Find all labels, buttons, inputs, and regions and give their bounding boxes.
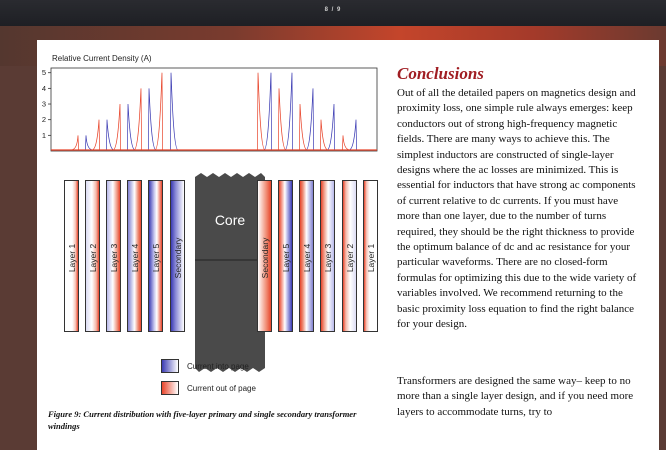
y-tick-label: 4	[41, 83, 46, 93]
legend-out-label: Current out of page	[187, 384, 256, 393]
legend-swatch-out	[161, 381, 179, 395]
chart-frame	[51, 68, 377, 151]
right-winding-6-label-text: Layer 1	[365, 243, 376, 273]
y-tick-label: 1	[41, 130, 46, 140]
left-winding-3-label-text: Layer 3	[108, 243, 119, 273]
core-label: Core	[214, 212, 246, 228]
y-tick-label: 2	[41, 115, 46, 125]
legend-into-label: Current into page	[187, 362, 249, 371]
page-indicator: 8 / 9	[324, 7, 342, 13]
section-heading: Conclusions	[397, 64, 484, 83]
left-winding-6-label-text: Secondary	[172, 237, 183, 279]
viewer-toolbar	[0, 0, 666, 26]
figure-caption: Figure 9: Current distribution with five-layer primary and single secondary transformer windings	[48, 409, 357, 431]
right-winding-5-label-text: Layer 2	[344, 243, 355, 273]
legend-swatch-into	[161, 359, 179, 373]
left-winding-4-label-text: Layer 4	[129, 243, 140, 273]
paragraph: Transformers are designed the same way– keep to no more than a single layer design, and if you need more layers to accommodate turns, try to	[397, 375, 634, 418]
y-tick-label: 3	[41, 99, 46, 109]
left-winding-2-label-text: Layer 2	[87, 243, 98, 273]
left-winding-5-label-text: Layer 5	[150, 243, 161, 273]
y-tick-label: 5	[41, 68, 46, 78]
chart-y-label: Relative Current Density (A)	[52, 54, 152, 63]
right-winding-4-label-text: Layer 3	[322, 243, 333, 273]
left-winding-1-label-text: Layer 1	[66, 243, 77, 273]
document-page	[37, 40, 659, 450]
right-winding-2-label-text: Layer 5	[280, 243, 291, 273]
right-winding-3-label-text: Layer 4	[301, 243, 312, 273]
core-block	[193, 173, 267, 372]
right-winding-1-label-text: Secondary	[259, 237, 270, 279]
paragraph: Out of all the detailed papers on magnetics design and proximity loss, one simple rule always emerges: keep conductors out of strong high-frequency magnetic fields. There are many ways to achieve this. The simplest inductors are constructed of single-layer designs where the ac losses are minimized. This is essential for inductors that have strong ac components of current relative to dc currents. If you must have more than one layer, due to the number of turns required, they should be the right thickness to provide the optimum balance of dc and ac resistance for your particular waveforms. There are no closed-form formulas for optimizing this due to the wide variety of variables involved. We recommend returning to the basic proximity loss equation to find the right balance for your design.	[397, 87, 637, 331]
